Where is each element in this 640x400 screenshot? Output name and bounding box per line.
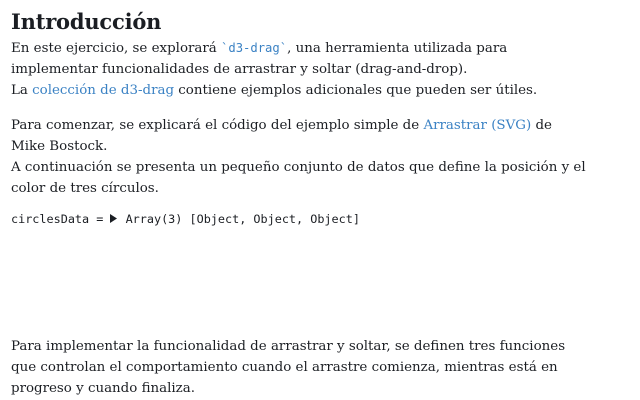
closing-line2: que controlan el comportamiento cuando el arrastre comienza, mientras está en xyxy=(11,360,558,375)
intro-line3-prefix: La xyxy=(11,83,33,98)
example-line1-prefix: Para comenzar, se explicará el código del ejemplo simple de xyxy=(11,118,424,133)
d3-drag-link[interactable]: `d3-drag` xyxy=(221,41,288,55)
array-summary[interactable]: Array(3) [Object, Object, Object] xyxy=(125,212,360,226)
variable-name: circlesData xyxy=(11,212,90,226)
circles-data-cell-output xyxy=(11,209,360,229)
drag-svg-example-link[interactable]: Arrastrar (SVG) xyxy=(423,118,532,133)
closing-line1: Para implementar la funcionalidad de arrastrar y soltar, se definen tres funciones xyxy=(11,339,566,354)
closing-line3: progreso y cuando finaliza. xyxy=(11,381,195,396)
d3-drag-collection-link[interactable]: colección de d3-drag xyxy=(32,83,175,98)
example-line2: Mike Bostock. xyxy=(11,139,108,154)
intro-line2: implementar funcionalidades de arrastrar y soltar (drag-and-drop). xyxy=(11,62,468,77)
intro-line1-suffix: , una herramienta utilizada para xyxy=(287,41,508,56)
intro-line3-suffix: contiene ejemplos adicionales que pueden ser útiles. xyxy=(174,83,538,98)
example-line4: color de tres círculos. xyxy=(11,181,159,196)
intro-line1-prefix: En este ejercicio, se explorará xyxy=(11,41,222,56)
equals-sign: = xyxy=(89,212,111,226)
example-line3: A continuación se presenta un pequeño conjunto de datos que define la posición y el xyxy=(11,160,586,175)
closing-paragraph xyxy=(11,336,565,399)
page-title: Introducción xyxy=(11,9,162,34)
expand-caret-icon[interactable] xyxy=(110,214,118,223)
example-line1-suffix: de xyxy=(531,118,552,133)
example-paragraph xyxy=(11,115,586,199)
intro-paragraph xyxy=(11,38,537,101)
